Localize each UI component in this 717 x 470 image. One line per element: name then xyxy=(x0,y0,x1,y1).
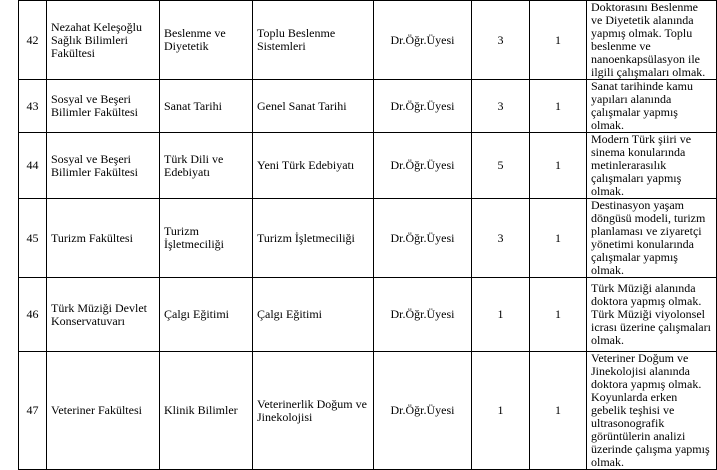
field-cell: Turizm İşletmeciliği xyxy=(253,199,374,278)
unit-cell: Veteriner Fakültesi xyxy=(47,352,160,470)
requirement-cell: Türk Müziği alanında doktora yapmış olmak. Türk Müziği viyolonsel icrası üzerine çalışmaları olmak. xyxy=(587,278,717,352)
table-row xyxy=(19,352,717,470)
requirement-cell: Modern Türk şiiri ve sinema konularında metinlerarasılık çalışmaları yapmış olmak. xyxy=(587,133,717,199)
count-cell: 1 xyxy=(472,278,530,352)
department-cell: Turizm İşletmeciliği xyxy=(160,199,253,278)
department-cell: Beslenme ve Diyetetik xyxy=(160,1,253,80)
row-number: 47 xyxy=(19,352,47,470)
department-cell: Sanat Tarihi xyxy=(160,80,253,133)
row-number: 43 xyxy=(19,80,47,133)
requirement-cell: Destinasyon yaşam döngüsü modeli, turizm planlaması ve ziyaretçi yönetimi konularında çalışmalar yapmış olmak. xyxy=(587,199,717,278)
count-cell: 3 xyxy=(472,1,530,80)
field-cell: Toplu Beslenme Sistemleri xyxy=(253,1,374,80)
title-cell: Dr.Öğr.Üyesi xyxy=(374,199,472,278)
title-cell: Dr.Öğr.Üyesi xyxy=(374,133,472,199)
title-cell: Dr.Öğr.Üyesi xyxy=(374,80,472,133)
unit-cell: Sosyal ve Beşeri Bilimler Fakültesi xyxy=(47,133,160,199)
department-cell: Klinik Bilimler xyxy=(160,352,253,470)
department-cell: Türk Dili ve Edebiyatı xyxy=(160,133,253,199)
department-cell: Çalgı Eğitimi xyxy=(160,278,253,352)
field-cell: Veterinerlik Doğum ve Jinekolojisi xyxy=(253,352,374,470)
min-cell: 1 xyxy=(530,199,587,278)
row-number: 42 xyxy=(19,1,47,80)
min-cell: 1 xyxy=(530,133,587,199)
vacancy-table xyxy=(18,0,717,470)
row-number: 44 xyxy=(19,133,47,199)
row-number: 45 xyxy=(19,199,47,278)
requirement-cell: Sanat tarihinde kamu yapıları alanında çalışmalar yapmış olmak. xyxy=(587,80,717,133)
table-row xyxy=(19,80,717,133)
count-cell: 3 xyxy=(472,199,530,278)
count-cell: 5 xyxy=(472,133,530,199)
row-number: 46 xyxy=(19,278,47,352)
table-row xyxy=(19,133,717,199)
field-cell: Yeni Türk Edebiyatı xyxy=(253,133,374,199)
unit-cell: Türk Müziği Devlet Konservatuvarı xyxy=(47,278,160,352)
title-cell: Dr.Öğr.Üyesi xyxy=(374,278,472,352)
min-cell: 1 xyxy=(530,80,587,133)
table-row xyxy=(19,199,717,278)
unit-cell: Nezahat Keleşoğlu Sağlık Bilimleri Fakültesi xyxy=(47,1,160,80)
requirement-cell: Doktorasını Beslenme ve Diyetetik alanında yapmış olmak. Toplu beslenme ve nanoenkapsülasyon ile ilgili çalışmaları olmak. xyxy=(587,1,717,80)
count-cell: 3 xyxy=(472,80,530,133)
field-cell: Çalgı Eğitimi xyxy=(253,278,374,352)
table-row xyxy=(19,1,717,80)
min-cell: 1 xyxy=(530,352,587,470)
title-cell: Dr.Öğr.Üyesi xyxy=(374,1,472,80)
requirement-cell: Veteriner Doğum ve Jinekolojisi alanında doktora yapmış olmak. Koyunlarda erken gebelik teşhisi ve ultrasonografik görüntülerin analizi üzerinde çalışma yapmış olmak. xyxy=(587,352,717,470)
table-row xyxy=(19,278,717,352)
count-cell: 1 xyxy=(472,352,530,470)
unit-cell: Sosyal ve Beşeri Bilimler Fakültesi xyxy=(47,80,160,133)
field-cell: Genel Sanat Tarihi xyxy=(253,80,374,133)
min-cell: 1 xyxy=(530,1,587,80)
title-cell: Dr.Öğr.Üyesi xyxy=(374,352,472,470)
unit-cell: Turizm Fakültesi xyxy=(47,199,160,278)
min-cell: 1 xyxy=(530,278,587,352)
